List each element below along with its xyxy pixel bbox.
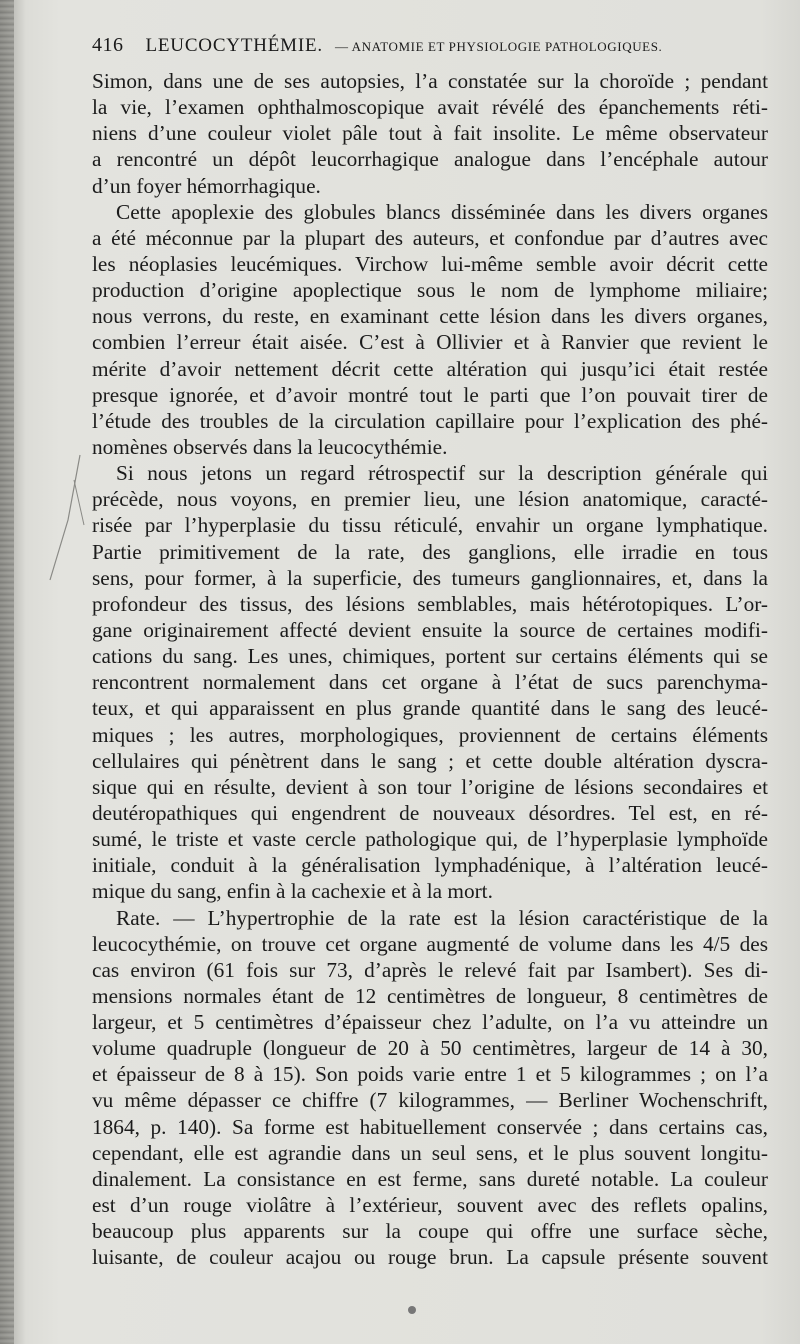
text-line: a rencontré un dépôt leucorrhagique analogue dans l’encéphale autour [92, 147, 768, 172]
text-line: profondeur des tissus, des lésions semblables, mais hétérotopiques. L’or- [92, 591, 768, 616]
text-line: gane originairement affecté devient ensuite la source de certaines modifi- [92, 617, 768, 642]
text-line: volume quadruple (longueur de 20 à 50 centimètres, largeur de 14 à 30, [92, 1036, 768, 1061]
text-line: Si nous jetons un regard rétrospectif sur la description générale qui [116, 461, 768, 486]
text-line: teux, et qui apparaissent en plus grande quantité dans le sang des leucé- [92, 696, 768, 721]
text-line: cations du sang. Les unes, chimiques, portent sur certains éléments qui se [92, 644, 768, 669]
text-line: est d’un rouge violâtre à l’extérieur, souvent avec des reflets opalins, [92, 1193, 768, 1218]
text-line: deutéropathiques qui engendrent de nouveaux désordres. Tel est, en ré- [92, 800, 768, 825]
text-line: les néoplasies leucémiques. Virchow lui-même semble avoir décrit cette [92, 251, 768, 276]
text-line: risée par l’hyperplasie du tissu réticulé, envahir un organe lymphatique. [92, 513, 768, 538]
text-line: leucocythémie, on trouve cet organe augmenté de volume dans les 4/5 des [92, 931, 768, 956]
text-line: la vie, l’examen ophthalmoscopique avait révélé des épanchements réti- [92, 95, 768, 120]
text-line: luisante, de couleur acajou ou rouge brun. La capsule présente souvent [92, 1245, 768, 1270]
text-line: mérite d’avoir nettement décrit cette altération qui jusqu’ici était restée [92, 356, 768, 381]
text-line: miques ; les autres, morphologiques, proviennent de certains éléments [92, 722, 768, 747]
text-line: 1864, p. 140). Sa forme est habituellement conservée ; dans certains cas, [92, 1114, 768, 1139]
text-line: nous verrons, du reste, en examinant cette lésion dans les divers organes, [92, 304, 768, 329]
text-line: beaucoup plus apparents sur la coupe qui offre une surface sèche, [92, 1219, 768, 1244]
footer-dot [408, 1306, 416, 1314]
text-line: mique du sang, enfin à la cachexie et à la mort. [92, 879, 493, 904]
text-line: sens, pour former, à la superficie, des tumeurs ganglionnaires, et, dans la [92, 565, 768, 590]
text-line: Simon, dans une de ses autopsies, l’a constatée sur la choroïde ; pendant [92, 69, 768, 93]
text-line: et épaisseur de 8 à 15). Son poids varie entre 1 et 5 kilogrammes ; on l’a [92, 1062, 768, 1087]
text-line: initiale, conduit à la généralisation lymphadénique, à l’altération leucé- [92, 853, 768, 878]
text-line: niens d’une couleur violet pâle tout à fait insolite. Le même observateur [92, 121, 768, 146]
text-line: presque ignorée, et d’avoir montré tout le parti que l’on pouvait tirer de [92, 382, 768, 407]
text-line: d’un foyer hémorrhagique. [92, 173, 321, 198]
text-line: mensions normales étant de 12 centimètres de longueur, 8 centimètres de [92, 983, 768, 1008]
margin-pencil-mark [40, 450, 90, 590]
running-title: LEUCOCYTHÉMIE. [145, 35, 323, 56]
running-subtitle: — ANATOMIE ET PHYSIOLOGIE PATHOLOGIQUES. [334, 39, 663, 54]
text-line: a été méconnue par la plupart des auteurs, et confondue par d’autres avec [92, 225, 768, 250]
text-line: combien l’erreur était aisée. C’est à Ollivier et à Ranvier que revient le [92, 330, 768, 355]
page-number: 416 [92, 34, 124, 56]
text-line: cependant, elle est agrandie dans un seul sens, et le plus souvent longitu- [92, 1140, 768, 1165]
page-binding-edge [0, 0, 14, 1344]
text-line: vu même dépasser ce chiffre (7 kilogrammes, — Berliner Wochenschrift, [92, 1088, 768, 1113]
text-line: nomènes observés dans la leucocythémie. [92, 434, 448, 459]
text-line: Rate. — L’hypertrophie de la rate est la lésion caractéristique de la [116, 905, 768, 930]
running-header [92, 34, 772, 62]
text-line: sique qui en résulte, devient à son tour l’origine de lésions secondaires et [92, 774, 768, 799]
text-line: sumé, le triste et vaste cercle pathologique qui, de l’hyperplasie lymphoïde [92, 827, 768, 852]
text-line: Cette apoplexie des globules blancs disséminée dans les divers organes [116, 199, 768, 224]
body-text [92, 68, 768, 1270]
text-line: précède, nous voyons, en premier lieu, une lésion anatomique, caracté- [92, 487, 768, 512]
text-line: cellulaires qui pénètrent dans le sang ; et cette double altération dyscra- [92, 748, 768, 773]
text-line: Partie primitivement de la rate, des ganglions, elle irradie en tous [92, 539, 768, 564]
text-line: dinalement. La consistance en est ferme, sans dureté notable. La couleur [92, 1166, 768, 1191]
text-line: l’étude des troubles de la circulation capillaire pour l’explication des phé- [92, 408, 768, 433]
text-line: rencontrent normalement dans cet organe à l’état de sucs parenchyma- [92, 670, 768, 695]
text-line: largeur, et 5 centimètres d’épaisseur chez l’adulte, on l’a vu atteindre un [92, 1010, 768, 1035]
text-line: cas environ (61 fois sur 73, d’après le relevé fait par Isambert). Ses di- [92, 957, 768, 982]
text-line: production d’origine apoplectique sous le nom de lymphome miliaire; [92, 278, 768, 303]
